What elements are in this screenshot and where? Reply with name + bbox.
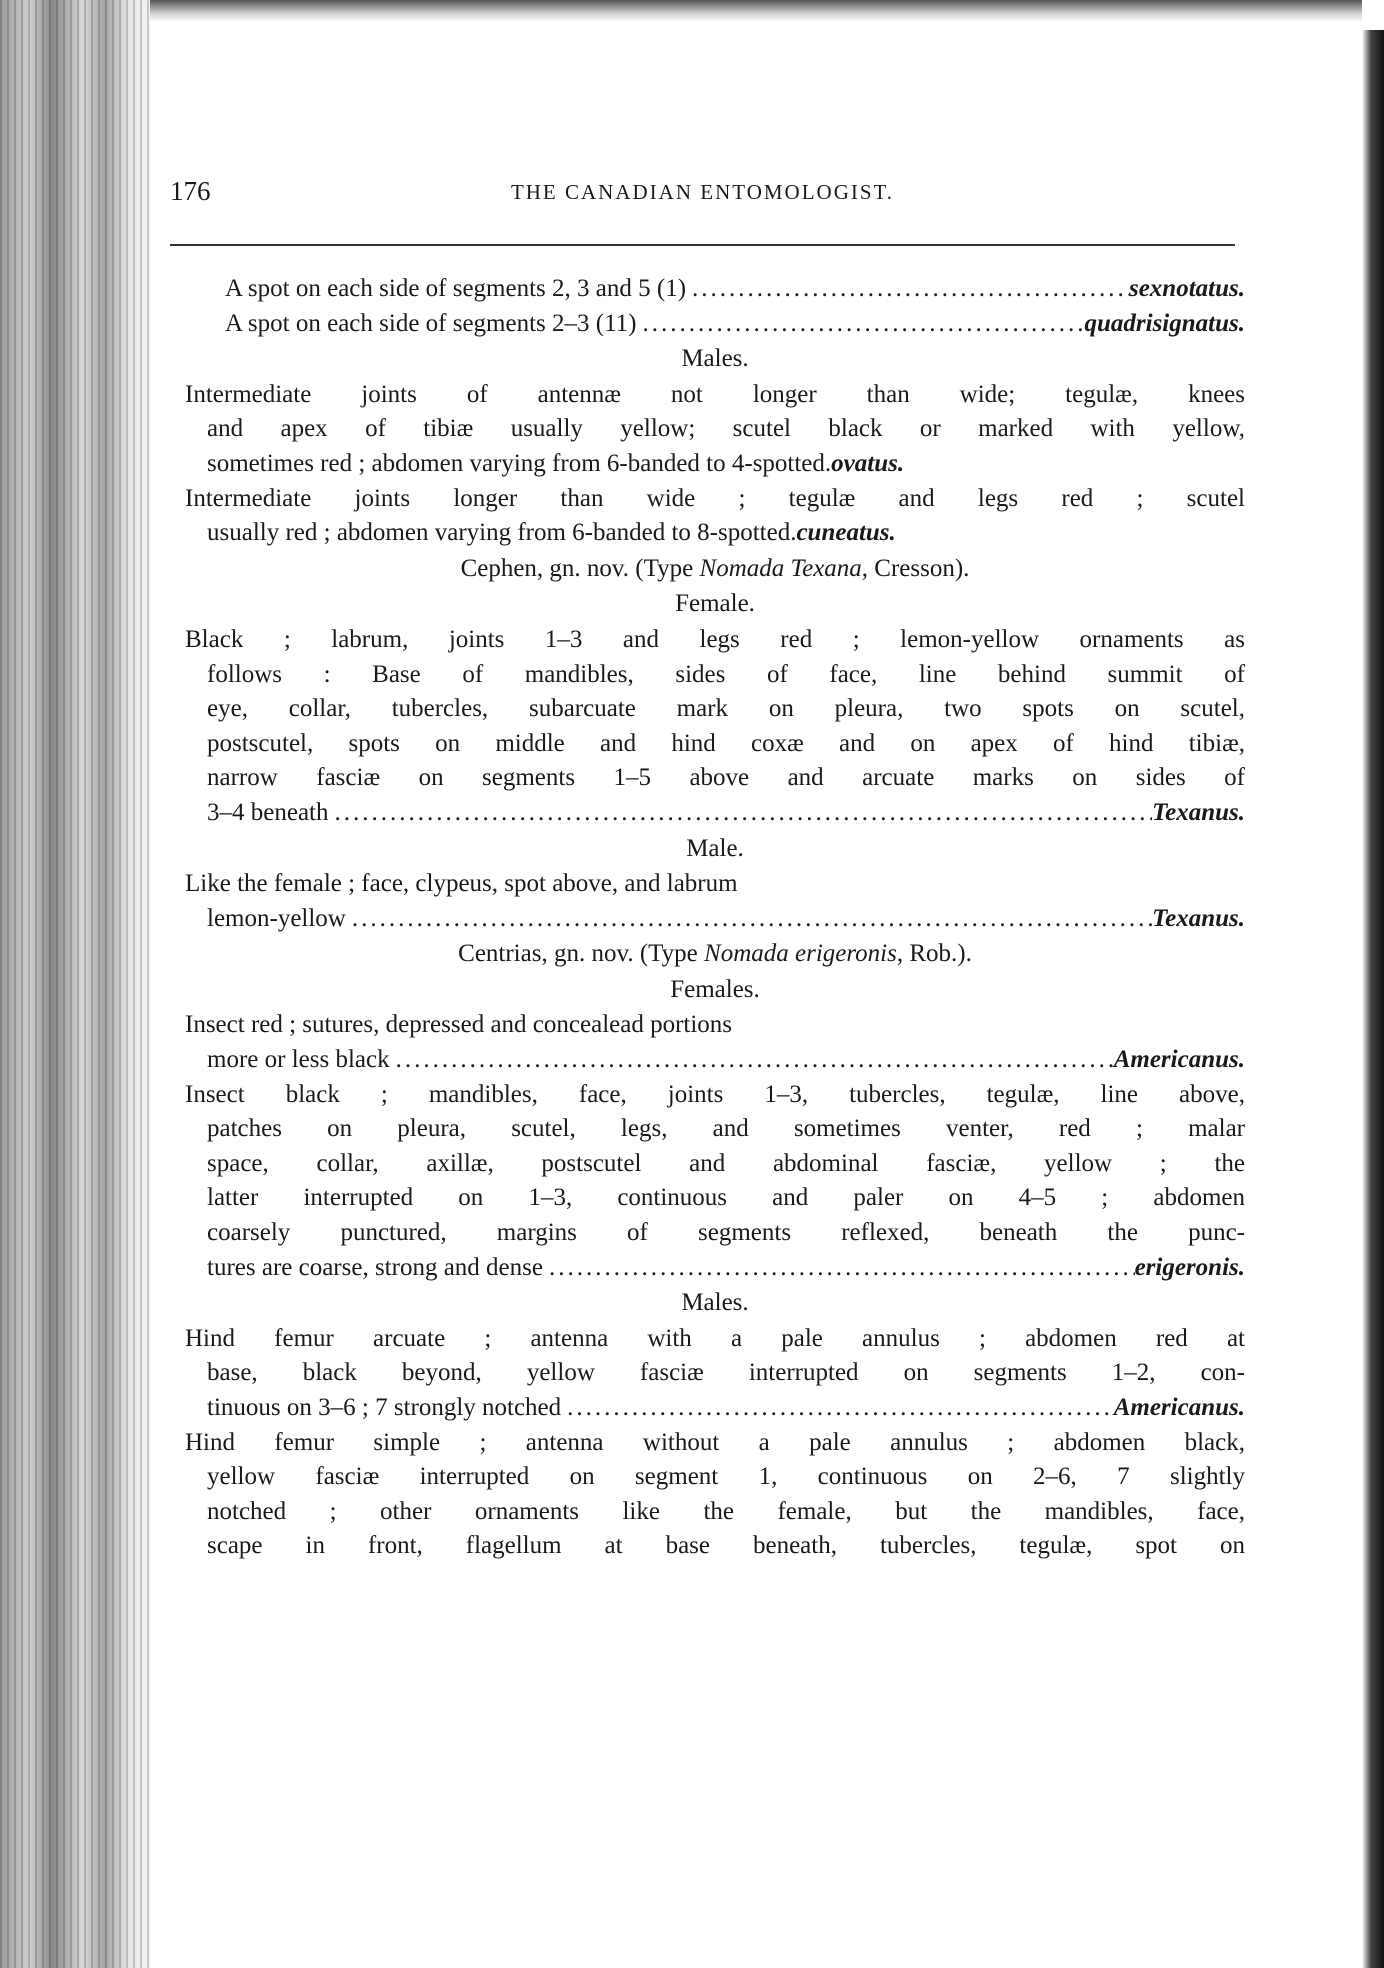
- key-text-line: Intermediate joints of antennæ not longer than wide; tegulæ, knees: [185, 380, 1245, 408]
- key-line-ovatus: sometimes red ; abdomen varying from 6-banded to 4-spotted. ovatus.: [185, 447, 1245, 482]
- section-heading-males: Males.: [681, 1289, 749, 1317]
- key-text-line: patches on pleura, scutel, legs, and sometimes venter, red ; malar: [207, 1115, 1245, 1143]
- section-heading-females: Females.: [670, 975, 760, 1003]
- key-line-texanus-female: 3–4 beneath ..... Texanus.: [185, 796, 1245, 831]
- key-text-line: notched ; other ornaments like the female, but the mandibles, face,: [207, 1497, 1245, 1525]
- key-line-cuneatus: usually red ; abdomen varying from 6-banded to 8-spotted. cuneatus.: [185, 516, 1245, 551]
- running-title: THE CANADIAN ENTOMOLOGIST.: [510, 180, 895, 204]
- section-heading-males: Males.: [681, 345, 749, 373]
- key-text-line: Like the female ; face, clypeus, spot above, and labrum: [185, 870, 738, 898]
- key-text-line: yellow fasciæ interrupted on segment 1, continuous on 2–6, 7 slightly: [207, 1463, 1245, 1491]
- page-header: [170, 176, 1235, 216]
- genus-heading-centrias: Centrias, gn. nov. (Type Nomada erigeronis, Rob.).: [458, 940, 972, 968]
- species-name: sexnotatus.: [1128, 275, 1245, 302]
- dot-leader: [346, 902, 1152, 937]
- key-text-line: eye, collar, tubercles, subarcuate mark on pleura, two spots on scutel,: [207, 695, 1245, 723]
- right-page-edge: [1362, 30, 1384, 1968]
- header-rule: [170, 244, 1235, 246]
- top-page-edge: [150, 0, 1362, 22]
- dot-leader: [328, 796, 1152, 831]
- dot-leader: [637, 307, 1085, 342]
- key-text-line: narrow fasciæ on segments 1–5 above and arcuate marks on sides of: [207, 764, 1245, 792]
- key-text-line: Hind femur simple ; antenna without a pale annulus ; abdomen black,: [185, 1428, 1245, 1456]
- key-text-line: base, black beyond, yellow fasciæ interrupted on segments 1–2, con-: [207, 1359, 1245, 1387]
- key-line-americanus-male: tinuous on 3–6 ; 7 strongly notched ..... Americanus.: [185, 1391, 1245, 1426]
- genus-heading-cephen: Cephen, gn. nov. (Type Nomada Texana, Cresson).: [460, 554, 970, 582]
- key-text-line: and apex of tibiæ usually yellow; scutel black or marked with yellow,: [207, 415, 1245, 443]
- key-text-line: Hind femur arcuate ; antenna with a pale annulus ; abdomen red at: [185, 1324, 1245, 1352]
- species-name: cuneatus.: [796, 519, 896, 547]
- section-heading-female: Female.: [675, 590, 755, 618]
- key-text-line: follows : Base of mandibles, sides of face, line behind summit of: [207, 660, 1245, 688]
- page-edges: [0, 0, 150, 1968]
- dot-leader: [686, 272, 1129, 307]
- key-text-line: scape in front, flagellum at base beneath, tubercles, tegulæ, spot on: [207, 1532, 1245, 1560]
- key-line-erigeronis: tures are coarse, strong and dense ..... erigeronis.: [185, 1251, 1245, 1286]
- page-body: [185, 272, 1245, 1564]
- dot-leader: [543, 1251, 1135, 1286]
- key-text-line: space, collar, axillæ, postscutel and abdominal fasciæ, yellow ; the: [207, 1149, 1245, 1177]
- key-text-line: Insect black ; mandibles, face, joints 1–3, tubercles, tegulæ, line above,: [185, 1080, 1245, 1108]
- species-name: ovatus.: [831, 449, 905, 477]
- key-text-line: postscutel, spots on middle and hind coxæ and on apex of hind tibiæ,: [207, 729, 1245, 757]
- key-text-line: Intermediate joints longer than wide ; tegulæ and legs red ; scutel: [185, 484, 1245, 512]
- dot-leader: [390, 1043, 1114, 1078]
- section-heading-male: Male.: [686, 834, 744, 862]
- key-text-line: coarsely punctured, margins of segments reflexed, beneath the punc-: [207, 1219, 1245, 1247]
- species-name: Texanus.: [1152, 798, 1245, 826]
- key-line-texanus-male: lemon-yellow ..... Texanus.: [185, 902, 1245, 937]
- key-text-line: latter interrupted on 1–3, continuous and paler on 4–5 ; abdomen: [207, 1184, 1245, 1212]
- key-line-sexnotatus: A spot on each side of segments 2, 3 and 5 (1) ..... sexnotatus.: [185, 272, 1245, 307]
- species-name: Texanus.: [1152, 904, 1245, 932]
- species-name: quadrisignatus.: [1084, 309, 1245, 337]
- species-name: erigeronis.: [1134, 1253, 1245, 1281]
- key-line-americanus-female: more or less black ..... Americanus.: [185, 1043, 1245, 1078]
- page-number: 176: [170, 176, 211, 206]
- key-line-quadrisignatus: A spot on each side of segments 2–3 (11) ..... quadrisignatus.: [185, 307, 1245, 342]
- key-text-line: Black ; labrum, joints 1–3 and legs red ; lemon-yellow ornaments as: [185, 625, 1245, 653]
- species-name: Americanus.: [1113, 1394, 1245, 1421]
- dot-leader: [561, 1391, 1114, 1426]
- key-text-line: Insect red ; sutures, depressed and concealead portions: [185, 1011, 733, 1039]
- species-name: Americanus.: [1113, 1046, 1245, 1074]
